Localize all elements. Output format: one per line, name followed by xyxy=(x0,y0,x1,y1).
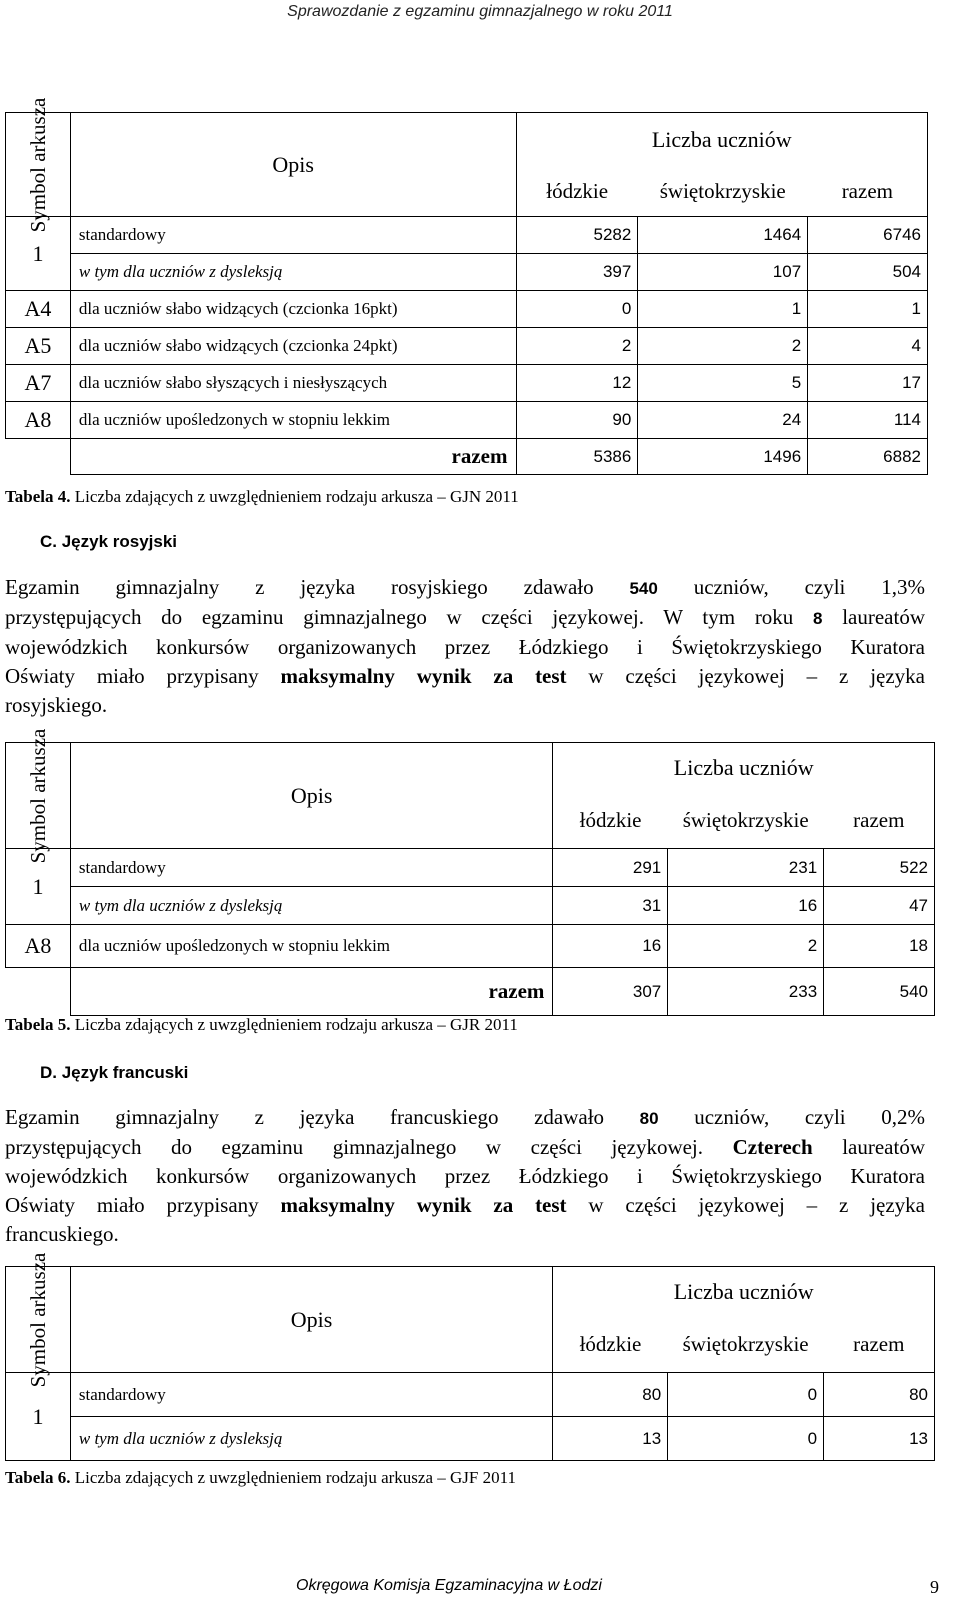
table4-caption: Tabela 4. Liczba zdających z uwzględnieniem rodzaju arkusza – GJN 2011 xyxy=(5,487,519,506)
col-razem: razem xyxy=(824,793,935,849)
table-row: A8 dla uczniów upośledzonych w stopniu lekkim 16 2 18 xyxy=(6,925,935,968)
liczba-uczniow-header: Liczba uczniów xyxy=(553,1267,935,1317)
total-row: razem 307 233 540 xyxy=(6,968,935,1016)
col-razem: razem xyxy=(824,1317,935,1373)
table-gjn xyxy=(5,97,928,475)
table-row: w tym dla uczniów z dysleksją 13 0 13 xyxy=(6,1417,935,1461)
total-row: razem 5386 1496 6882 xyxy=(6,439,928,475)
page-number: 9 xyxy=(930,1577,939,1597)
table-row: 1 standardowy 80 0 80 xyxy=(6,1373,935,1417)
table-gjf xyxy=(5,1252,935,1461)
footer-text: Okręgowa Komisja Egzaminacyjna w Łodzi xyxy=(296,1577,602,1594)
table-row: w tym dla uczniów z dysleksją 397 107 504 xyxy=(6,254,928,291)
table-gjr xyxy=(5,728,935,1016)
section-c-title: C. Język rosyjski xyxy=(40,532,178,551)
table6-caption: Tabela 6. Liczba zdających z uwzględnieniem rodzaju arkusza – GJF 2011 xyxy=(5,1468,516,1487)
symbol-header: Symbol arkusza xyxy=(6,743,71,849)
col-lodzkie: łódzkie xyxy=(553,1317,668,1373)
table-row: A5 dla uczniów słabo widzących (czcionka 24pkt) 2 2 4 xyxy=(6,328,928,365)
table-row: A8 dla uczniów upośledzonych w stopniu lekkim 90 24 114 xyxy=(6,402,928,439)
col-swietokrzyskie: świętokrzyskie xyxy=(638,167,808,217)
table-row: A4 dla uczniów słabo widzących (czcionka 16pkt) 0 1 1 xyxy=(6,291,928,328)
table-row: A7 dla uczniów słabo słyszących i niesłyszących 12 5 17 xyxy=(6,365,928,402)
col-lodzkie: łódzkie xyxy=(516,167,638,217)
liczba-uczniow-header: Liczba uczniów xyxy=(553,743,935,793)
col-swietokrzyskie: świętokrzyskie xyxy=(668,1317,824,1373)
col-lodzkie: łódzkie xyxy=(553,793,668,849)
col-razem: razem xyxy=(808,167,928,217)
section-d-paragraph: Egzamin gimnazjalny z języka francuskiego zdawało 80 uczniów, czyli 0,2% przystępujących do egzaminu gimnazjalnego w części językowej. Czterech laureatów wojewódzkich konkursów organizowanych przez Łódzkiego i Świętokrzyskiego Kuratora Oświaty miało przypisany maksymalny wynik za test w części językowej – z języka francuskiego. xyxy=(5,1105,925,1246)
table5-caption: Tabela 5. Liczba zdających z uwzględnieniem rodzaju arkusza – GJR 2011 xyxy=(5,1015,518,1034)
col-swietokrzyskie: świętokrzyskie xyxy=(668,793,824,849)
section-c-paragraph: Egzamin gimnazjalny z języka rosyjskiego zdawało 540 uczniów, czyli 1,3% przystępujących do egzaminu gimnazjalnego w części językowej. W tym roku 8 laureatów wojewódzkich konkursów organizowanych przez Łódzkiego i Świętokrzyskiego Kuratora Oświaty miało przypisany maksymalny wynik za test w części językowej – z języka rosyjskiego. xyxy=(5,575,926,717)
symbol-header: Symbol arkusza xyxy=(6,113,71,217)
opis-header: Opis xyxy=(70,743,553,849)
opis-header: Opis xyxy=(70,1267,552,1373)
opis-header: Opis xyxy=(70,113,516,217)
symbol-header: Symbol arkusza xyxy=(6,1267,71,1373)
liczba-uczniow-header: Liczba uczniów xyxy=(516,113,928,167)
table-row: 1 standardowy 5282 1464 6746 xyxy=(6,217,928,254)
table-row: w tym dla uczniów z dysleksją 31 16 47 xyxy=(6,887,935,925)
running-header: Sprawozdanie z egzaminu gimnazjalnego w roku 2011 xyxy=(287,3,673,20)
section-d-title: D. Język francuski xyxy=(40,1063,189,1082)
table-row: 1 standardowy 291 231 522 xyxy=(6,849,935,887)
